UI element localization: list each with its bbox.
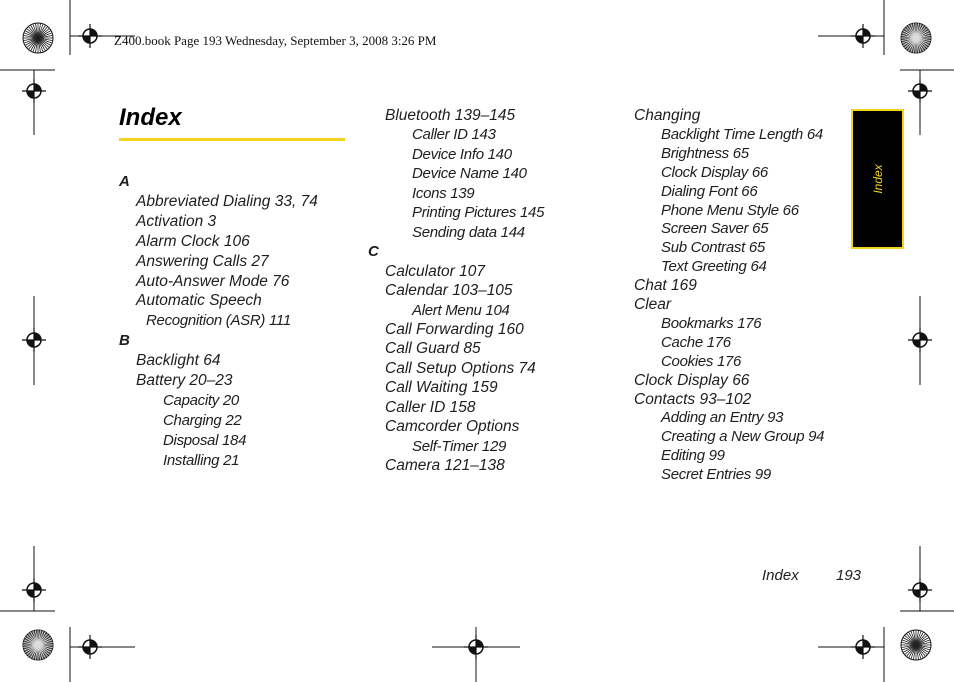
index-subentry: Secret Entries 99 <box>661 466 771 484</box>
index-entry: Call Forwarding 160 <box>385 320 524 338</box>
index-subentry: Cookies 176 <box>661 352 742 370</box>
index-entry: Changing <box>634 107 701 124</box>
index-entry: Call Guard 85 <box>385 340 481 358</box>
index-entry: Alarm Clock 106 <box>136 232 250 250</box>
index-subentry: Phone Menu Style 66 <box>661 201 799 219</box>
index-subentry: Clock Display 66 <box>661 163 768 181</box>
index-subentry: Printing Pictures 145 <box>412 204 545 222</box>
index-subentry: Sub Contrast 65 <box>661 239 765 257</box>
index-subentry: Screen Saver 65 <box>661 220 769 238</box>
index-subentry: Alert Menu 104 <box>412 301 510 319</box>
index-entry: Call Setup Options 74 <box>385 359 536 377</box>
index-entry: Battery 20–23 <box>136 372 233 389</box>
index-subentry: Device Name 140 <box>412 165 527 183</box>
section-tab <box>851 109 904 249</box>
index-entry: Camera 121–138 <box>385 457 505 475</box>
index-entry: Call Waiting 159 <box>385 379 498 397</box>
index-letter-heading: C <box>368 243 379 261</box>
index-entry: Abbreviated Dialing 33, 74 <box>136 192 318 210</box>
index-subentry: Editing 99 <box>661 447 725 465</box>
index-entry: Chat 169 <box>634 277 697 295</box>
index-subentry: Icons 139 <box>412 184 475 202</box>
index-subentry: Caller ID 143 <box>412 126 496 144</box>
section-tab-label: Index <box>870 164 885 194</box>
footer-page-number: 193 <box>836 567 862 584</box>
index-entry: Contacts 93–102 <box>634 390 752 408</box>
index-subentry: Capacity 20 <box>163 391 239 409</box>
index-letter-heading: B <box>119 332 130 350</box>
index-subentry: Device Info 140 <box>412 145 512 163</box>
index-entry: Automatic Speech <box>136 292 262 310</box>
footer-section: Index <box>762 567 799 584</box>
index-subentry: Dialing Font 66 <box>661 182 758 200</box>
index-subentry: Adding an Entry 93 <box>661 409 784 427</box>
index-subentry: Recognition (ASR) 111 <box>146 312 291 330</box>
index-subentry: Charging 22 <box>163 411 242 429</box>
index-entry: Camcorder Options <box>385 418 520 436</box>
print-header: Z400.book Page 193 Wednesday, September 3, 2008 3:26 PM <box>114 33 437 48</box>
index-subentry: Bookmarks 176 <box>661 314 762 332</box>
index-subentry: Cache 176 <box>661 333 731 351</box>
index-subentry: Self-Timer 129 <box>412 437 507 455</box>
index-subentry: Disposal 184 <box>163 431 247 449</box>
index-entry: Clear <box>634 296 672 313</box>
index-subentry: Backlight Time Length 64 <box>661 125 823 143</box>
index-subentry: Creating a New Group 94 <box>661 428 825 446</box>
index-subentry: Installing 21 <box>163 451 240 469</box>
index-entry: Auto-Answer Mode 76 <box>136 272 290 290</box>
index-subentry: Sending data 144 <box>412 223 525 241</box>
title-underline <box>119 138 345 141</box>
index-entry: Answering Calls 27 <box>136 252 269 270</box>
index-entry: Activation 3 <box>136 212 217 230</box>
page-title: Index <box>119 104 182 131</box>
index-subentry: Brightness 65 <box>661 144 749 162</box>
index-subentry: Text Greeting 64 <box>661 258 767 276</box>
index-letter-heading: A <box>119 173 130 190</box>
index-entry: Calendar 103–105 <box>385 282 513 300</box>
index-entry: Bluetooth 139–145 <box>385 107 516 124</box>
index-entry: Caller ID 158 <box>385 398 476 416</box>
index-entry: Calculator 107 <box>385 262 485 280</box>
index-entry: Clock Display 66 <box>634 371 750 389</box>
index-entry: Backlight 64 <box>136 352 221 370</box>
